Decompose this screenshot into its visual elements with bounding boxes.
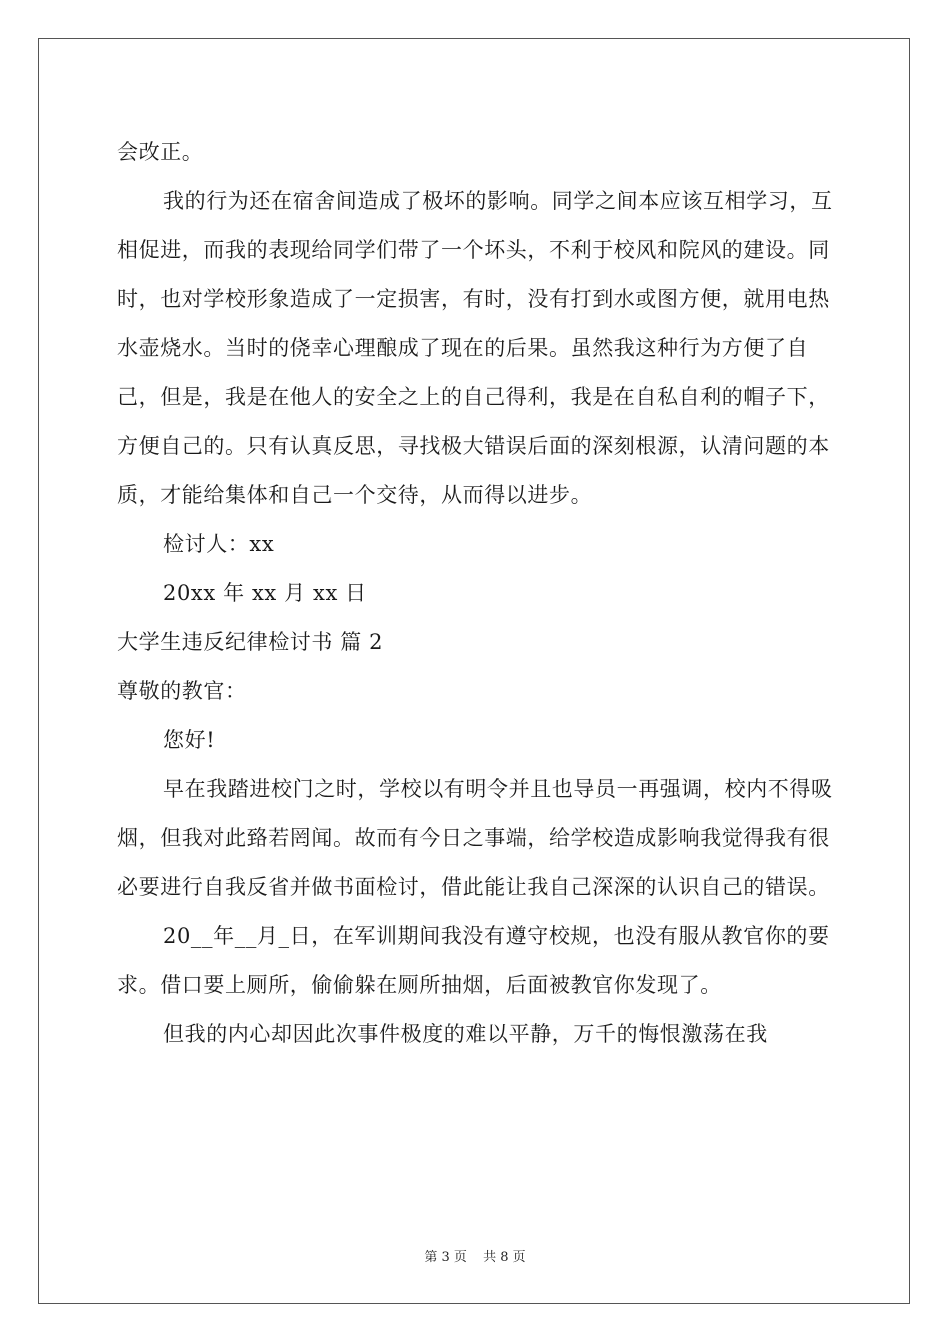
date-line: 20xx 年 xx 月 xx 日 (163, 581, 367, 605)
greeting: 您好! (163, 728, 216, 752)
signature-line: 检讨人：xx (163, 532, 275, 556)
salutation: 尊敬的教官： (117, 679, 247, 703)
paragraph-1: 会改正。 (117, 140, 204, 164)
page-number: 第 3 页 (424, 1250, 467, 1265)
page-footer (0, 1246, 950, 1265)
page-total: 共 8 页 (483, 1250, 526, 1265)
paragraph-10: 但我的内心却因此次事件极度的难以平静，万千的悔恨激荡在我 (163, 1022, 768, 1046)
section-title: 大学生违反纪律检讨书 篇 2 (117, 630, 384, 654)
paragraph-2: 我的行为还在宿舍间造成了极坏的影响。同学之间本应该互相学习，互相促进，而我的表现给同学们带了一个坏头，不利于校风和院风的建设。同时，也对学校形象造成了一定损害，有时，没有打到水或图方便，就用电热水壶烧水。当时的侥幸心理酿成了现在的后果。虽然我这种行为方便了自己，但是，我是在他人的安全之上的自己得利，我是在自私自利的帽子下，方便自己的。只有认真反思，寻找极大错误后面的深刻根源，认清问题的本质，才能给集体和自己一个交待，从而得以进步。 (117, 189, 833, 507)
paragraph-8: 早在我踏进校门之时，学校以有明令并且也导员一再强调，校内不得吸烟，但我对此臵若罔闻。故而有今日之事端，给学校造成影响我觉得我有很必要进行自我反省并做书面检讨，借此能让我自己深深的认识自己的错误。 (117, 777, 833, 899)
paragraph-9: 20__年__月_日，在军训期间我没有遵守校规，也没有服从教官你的要求。借口要上厕所，偷偷躲在厕所抽烟，后面被教官你发现了。 (117, 924, 830, 997)
document-body (117, 128, 837, 1059)
